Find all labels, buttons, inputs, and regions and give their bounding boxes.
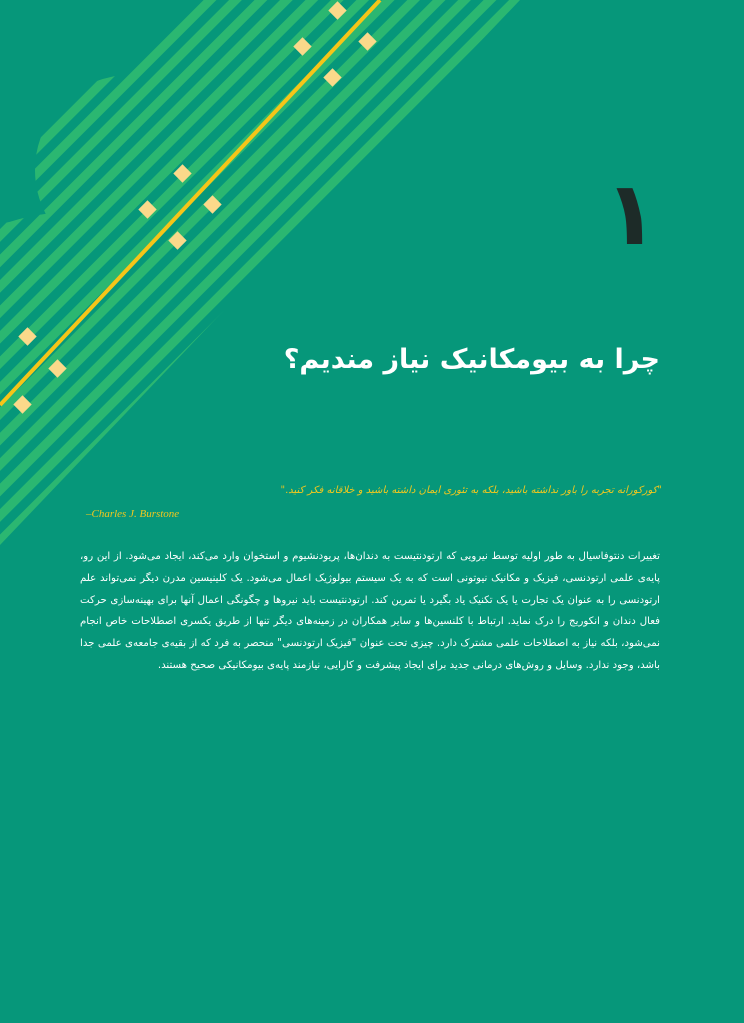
epigraph-quote: "کورکورانه تجربه را باور نداشته باشید، بلکه به تئوری ایمان داشته باشید و خلاقانه فکر کنید." <box>280 485 662 496</box>
body-paragraph: تغییرات دنتوفاسیال به طور اولیه توسط نیرویی که ارتودنتیست به دندان‌ها، پریودنشیوم و استخوان وارد می‌کند، ایجاد می‌شود. از این رو، پایه‌ی علمی ارتودنسی، فیزیک و مکانیک نیوتونی است که به یک سیستم بیولوژیک اعمال می‌شود. یک کلینیسین مدرن دیگر نمی‌تواند علم ارتودنسی را به عنوان یک تجارت یا یک تکنیک یاد بگیرد یا تمرین کند. ارتودنتیست باید نیروها و چگونگی اعمال آنها برای بهینه‌سازی حرکت فعال دندان و انکوریج را درک نماید. ارتباط با کلنسین‌ها و سایر همکاران در زمینه‌های دیگر تنها از طریق یکسری اصطلاحات خاص انجام نمی‌شود، بلکه نیاز به اصطلاحات علمی مشترک دارد. چیزی تحت عنوان "فیزیک ارتودنسی" منحصر به فرد که از بقیه‌ی جامعه‌ی علمی جدا باشد، وجود ندارد. وسایل و روش‌های درمانی جدید برای ایجاد پیشرفت و کارایی، نیازمند پایه‌ی بیومکانیکی صحیح هستند. <box>80 551 660 671</box>
chapter-title: چرا به بیومکانیک نیاز مندیم؟ <box>283 344 660 375</box>
epigraph-author: –Charles J. Burstone <box>86 508 180 520</box>
chapter-number: ۱ <box>604 162 658 265</box>
